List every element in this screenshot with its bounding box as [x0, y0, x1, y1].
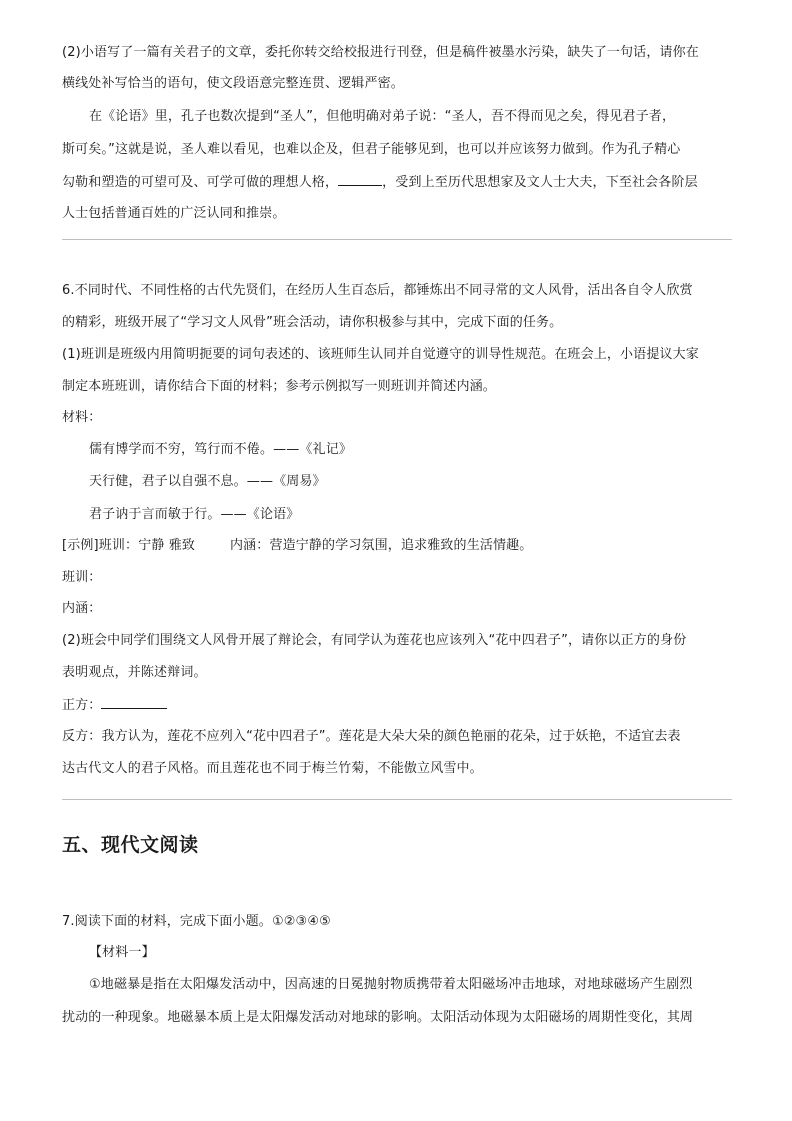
pro-side-line [62, 696, 167, 715]
example-meaning: 内涵：营造宁静的学习氛围，追求雅致的生活情趣。 [230, 538, 533, 553]
motto-answer-label: 班训： [62, 570, 102, 585]
q6-intro-line1: 6.不同时代、不同性格的古代先贤们，在经历人生百态后，都锤炼出不同寻常的文人风骨，活出各自令人欣赏 [62, 283, 693, 298]
material-quote: 君子讷于言而敏于行。——《论语》 [89, 507, 300, 522]
material-heading: 【材料一】 [89, 945, 155, 960]
material-quote: 儒有博学而不穷，笃行而不倦。——《礼记》 [89, 442, 353, 457]
answer-blank[interactable] [338, 173, 382, 186]
q6-1-prompt-line1: (1)班训是班级内用简明扼要的词句表述的、该班师生认同并自觉遵守的训导性规范。在班会上，小语提议大家 [62, 347, 699, 362]
q6-2-prompt-line2: 表明观点，并陈述辩词。 [62, 665, 207, 680]
q5-2-prompt-line1: (2)小语写了一篇有关君子的文章，委托你转交给校报进行刊登，但是稿件被墨水污染，缺失了一句话，请你在 [62, 45, 699, 60]
q7-intro: 7.阅读下面的材料，完成下面小题。①②③④⑤ [62, 914, 331, 929]
q7-passage-line2: 扰动的一种现象。地磁暴本质上是太阳爆发活动对地球的影响。太阳活动体现为太阳磁场的周期性变化，其周 [62, 1010, 694, 1025]
divider [62, 799, 732, 800]
q5-2-passage-before-blank: 勾勒和塑造的可望可及、可学可做的理想人格， [62, 175, 339, 190]
q5-2-prompt-line2: 横线处补写恰当的语句，使文段语意完整连贯、逻辑严密。 [62, 76, 404, 91]
q6-intro-line2: 的精彩，班级开展了“学习文人风骨”班会活动，请你积极参与其中，完成下面的任务。 [62, 315, 563, 330]
example-motto: [示例]班训：宁静 雅致 [62, 538, 196, 553]
q5-2-passage-line1: 在《论语》里，孔子也数次提到“圣人”，但他明确对弟子说：“圣人，吾不得而见之矣，得见君子者， [89, 109, 676, 124]
q5-2-passage-line2: 斯可矣。”这就是说，圣人难以看见，也难以企及，但君子能够见到，也可以并应该努力做到。作为孔子精心 [62, 142, 681, 157]
q5-2-passage-line4: 人士包括普通百姓的广泛认同和推崇。 [62, 206, 286, 221]
q6-2-prompt-line1: (2)班会中同学们围绕文人风骨开展了辩论会，有同学认为莲花也应该列入“花中四君子”，请你以正方的身份 [62, 633, 687, 648]
answer-blank[interactable] [101, 696, 167, 709]
q7-passage-line1: ①地磁暴是指在太阳爆发活动中，因高速的日冕抛射物质携带着太阳磁场冲击地球，对地球磁场产生剧烈 [89, 977, 693, 992]
section-title: 五、现代文阅读 [62, 834, 199, 856]
meaning-answer-label: 内涵： [62, 601, 102, 616]
q5-2-passage-line3 [62, 173, 698, 192]
q5-2-passage-after-blank: ，受到上至历代思想家及文人士大夫，下至社会各阶层 [382, 175, 698, 190]
con-side-line2: 达古代文人的君子风格。而且莲花也不同于梅兰竹菊，不能傲立风雪中。 [62, 761, 483, 776]
material-label: 材料： [62, 410, 102, 425]
q6-1-prompt-line2: 制定本班班训，请你结合下面的材料；参考示例拟写一则班训并简述内涵。 [62, 379, 496, 394]
pro-side-label: 正方： [62, 698, 102, 713]
material-quote: 天行健，君子以自强不息。——《周易》 [89, 474, 326, 489]
con-side-line1: 反方：我方认为，莲花不应列入“花中四君子”。莲花是大朵大朵的颜色艳丽的花朵，过于妖艳，不适宜去表 [62, 729, 681, 744]
divider [62, 239, 732, 240]
